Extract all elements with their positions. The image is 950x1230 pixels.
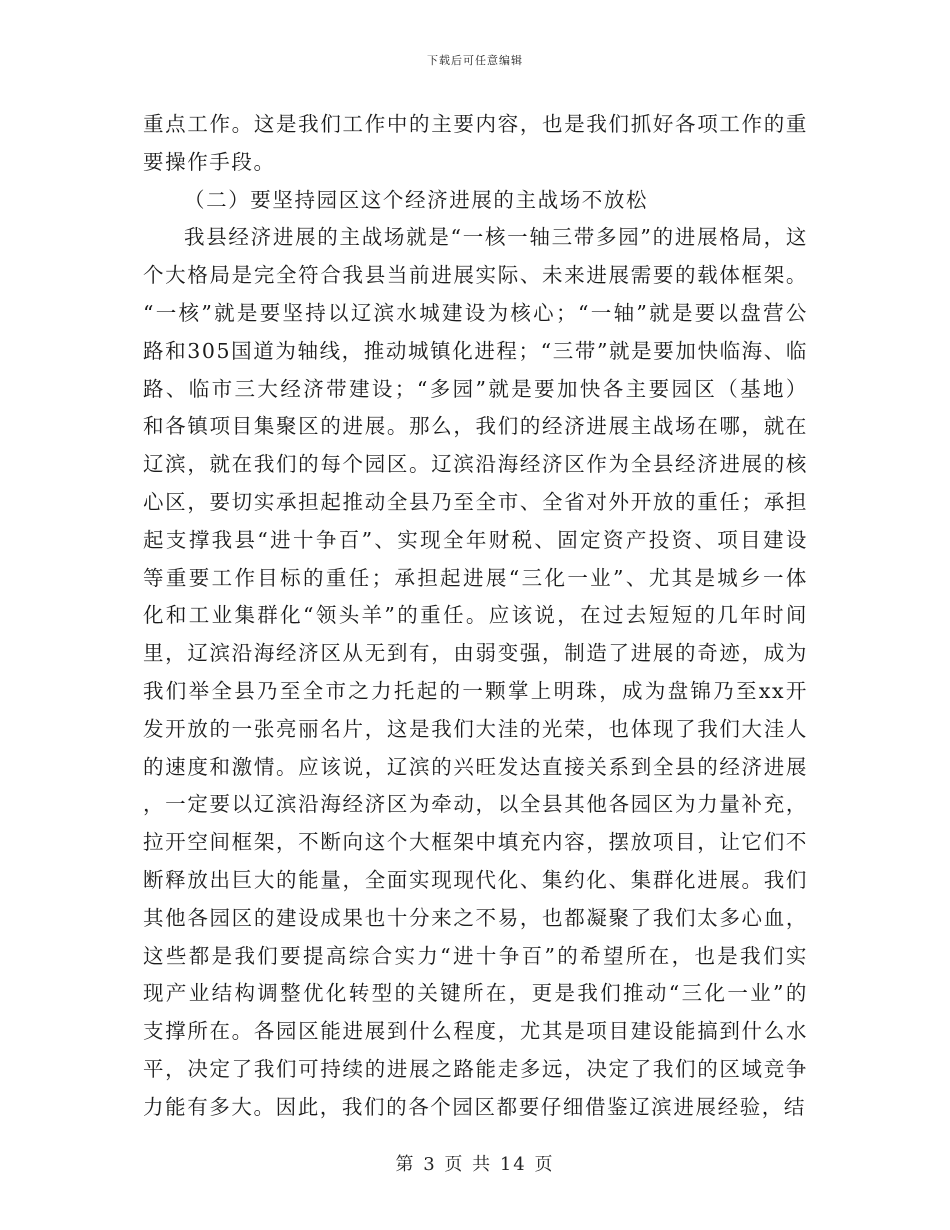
paragraph-continuation: 重点工作。这是我们工作中的主要内容，也是我们抓好各项工作的重要操作手段。 — [143, 112, 808, 174]
document-body — [143, 106, 808, 1127]
page-number: 第 3 页 共 14 页 — [395, 1154, 555, 1175]
section-heading: （二）要坚持园区这个经济进展的主战场不放松 — [184, 187, 649, 212]
paragraph-body: 我县经济进展的主战场就是“一核一轴三带多园”的进展格局，这个大格局是完全符合我县当前进展实际、未来进展需要的载体框架。“一核”就是要坚持以辽滨水城建设为核心；“一轴”就是要以盘营公路和305国道为轴线，推动城镇化进程；“三带”就是要加快临海、临路、临市三大经济带建设；“多园”就是要加快各主要园区（基地）和各镇项目集聚区的进展。那么，我们的经济进展主战场在哪，就在辽滨，就在我们的每个园区。辽滨沿海经济区作为全县经济进展的核心区，要切实承担起推动全县乃至全市、全省对外开放的重任；承担起支撑我县“进十争百”、实现全年财税、固定资产投资、项目建设等重要工作目标的重任；承担起进展“三化一业”、尤其是城乡一体化和工业集群化“领头羊”的重任。应该说，在过去短短的几年时间里，辽滨沿海经济区从无到有，由弱变强，制造了进展的奇迹，成为我们举全县乃至全市之力托起的一颗掌上明珠，成为盘锦乃至xx开发开放的一张亮丽名片，这是我们大洼的光荣，也体现了我们大洼人的速度和激情。应该说，辽滨的兴旺发达直接关系到全县的经济进展，一定要以辽滨沿海经济区为牵动，以全县其他各园区为力量补充，拉开空间框架，不断向这个大框架中填充内容，摆放项目，让它们不断释放出巨大的能量，全面实现现代化、集约化、集群化进展。我们其他各园区的建设成果也十分来之不易，也都凝聚了我们太多心血，这些都是我们要提高综合实力“进十争百”的希望所在，也是我们实现产业结构调整优化转型的关键所在，更是我们推动“三化一业”的支撑所在。各园区能进展到什么程度，尤其是项目建设能搞到什么水平，决定了我们可持续的进展之路能走多远，决定了我们的区域竞争力能有多大。因此，我们的各个园区都要仔细借鉴辽滨进展经验，结 — [143, 225, 808, 1119]
page-header-note: 下载后可任意编辑 — [427, 54, 523, 67]
